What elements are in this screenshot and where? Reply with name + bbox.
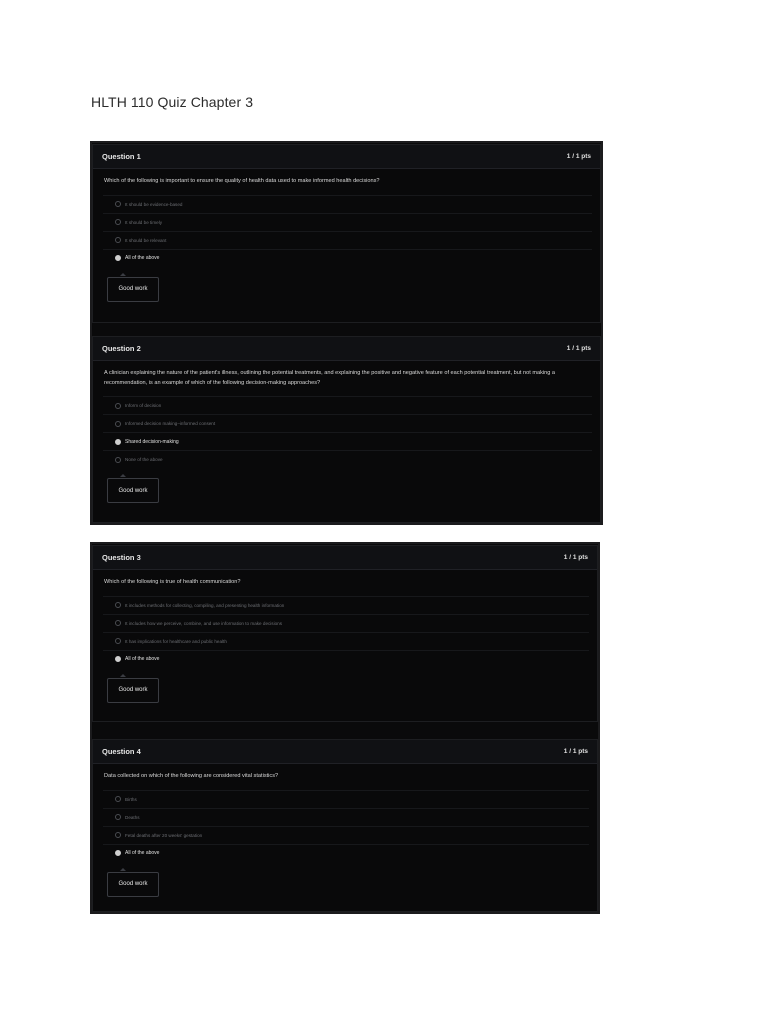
answer-list (103, 396, 592, 468)
question-header (93, 546, 597, 570)
feedback-box (107, 277, 159, 302)
radio-icon[interactable] (115, 620, 121, 626)
document-title: HLTH 110 Quiz Chapter 3 (91, 94, 254, 110)
feedback-text: Good work (118, 487, 148, 494)
feedback-text: Good work (118, 286, 148, 292)
answer-option-selected[interactable] (103, 432, 592, 450)
question-text: Data collected on which of the following are considered vital statistics? (104, 773, 279, 779)
question-title: Question 2 (102, 344, 141, 353)
radio-icon[interactable] (115, 237, 121, 243)
answer-option-selected[interactable] (103, 650, 589, 668)
answer-option[interactable] (103, 790, 589, 808)
answer-option[interactable] (103, 396, 592, 414)
question-title: Question 1 (102, 152, 141, 161)
caret-up-icon (120, 474, 126, 477)
answer-label: It should be evidence-based (125, 201, 183, 207)
question-4 (92, 739, 598, 912)
question-3 (92, 545, 598, 722)
radio-selected-icon[interactable] (115, 850, 121, 856)
question-1 (92, 144, 601, 323)
answer-label: All of the above (125, 255, 160, 261)
quiz-screenshot-1 (90, 141, 603, 525)
feedback-box (107, 678, 159, 703)
question-title: Question 4 (102, 747, 141, 756)
answer-label: It includes methods for collecting, compiling, and presenting health information (125, 602, 285, 608)
answer-label: It should be relevant (125, 237, 167, 243)
answer-option[interactable] (103, 826, 589, 844)
question-header (93, 740, 597, 764)
answer-label: Shared decision-making (125, 438, 179, 445)
radio-selected-icon[interactable] (115, 255, 121, 261)
radio-icon[interactable] (115, 814, 121, 820)
answer-option[interactable] (103, 231, 592, 249)
answer-option-selected[interactable] (103, 844, 589, 862)
question-points: 1 / 1 pts (566, 153, 591, 160)
radio-icon[interactable] (115, 832, 121, 838)
radio-selected-icon[interactable] (115, 656, 121, 662)
question-2 (92, 336, 601, 523)
caret-up-icon (120, 674, 126, 677)
question-points: 1 / 1 pts (563, 748, 588, 755)
answer-label: Fetal deaths after 20 weeks' gestation (125, 832, 203, 838)
radio-icon[interactable] (115, 201, 121, 207)
question-text: Which of the following is important to ensure the quality of health data used to make informed health decisions? (104, 178, 380, 184)
radio-selected-icon[interactable] (115, 439, 121, 445)
answer-label: Inform of decision (125, 403, 162, 408)
radio-icon[interactable] (115, 421, 121, 427)
radio-icon[interactable] (115, 796, 121, 802)
feedback (107, 474, 600, 503)
radio-icon[interactable] (115, 457, 121, 463)
answer-list (103, 596, 589, 668)
feedback-text: Good work (118, 881, 148, 887)
quiz-screenshot-2 (90, 542, 600, 914)
answer-list (103, 790, 589, 862)
answer-option[interactable] (103, 213, 592, 231)
answer-option[interactable] (103, 614, 589, 632)
question-points: 1 / 1 pts (566, 345, 591, 352)
answer-option[interactable] (103, 632, 589, 650)
answer-option[interactable] (103, 808, 589, 826)
question-title: Question 3 (102, 553, 141, 562)
answer-label: It includes how we perceive, combine, and use information to make decisions (125, 620, 283, 626)
question-text: A clinician explaining the nature of the patient's illness, outlining the potential treatments, and explaining the positive and negative feature of each potential treatment, but not making a recommendation, is an example of which of the following decision-making approaches? (104, 370, 556, 386)
answer-option-selected[interactable] (103, 249, 592, 267)
answer-option[interactable] (103, 414, 592, 432)
feedback (107, 674, 597, 703)
answer-label: Informed decision making–informed consent (125, 421, 216, 426)
answer-option[interactable] (103, 450, 592, 468)
caret-up-icon (120, 868, 126, 871)
answer-list (103, 195, 592, 267)
radio-icon[interactable] (115, 219, 121, 225)
radio-icon[interactable] (115, 638, 121, 644)
feedback-text: Good work (118, 687, 148, 693)
question-header (93, 337, 600, 361)
answer-label: All of the above (125, 850, 160, 856)
answer-option[interactable] (103, 195, 592, 213)
feedback (107, 868, 597, 897)
answer-label: None of the above (125, 457, 163, 462)
radio-icon[interactable] (115, 602, 121, 608)
feedback-box (107, 478, 159, 503)
feedback-box (107, 872, 159, 897)
answer-label: Births (125, 796, 137, 802)
feedback (107, 273, 600, 302)
answer-option[interactable] (103, 596, 589, 614)
answer-label: It has implications for healthcare and public health (125, 638, 227, 644)
answer-label: Deaths (125, 814, 140, 820)
question-points: 1 / 1 pts (563, 554, 588, 561)
question-header (93, 145, 600, 169)
caret-up-icon (120, 273, 126, 276)
radio-icon[interactable] (115, 403, 121, 409)
answer-label: It should be timely (125, 219, 163, 225)
answer-label: All of the above (125, 656, 160, 662)
question-text: Which of the following is true of health communication? (104, 579, 241, 585)
